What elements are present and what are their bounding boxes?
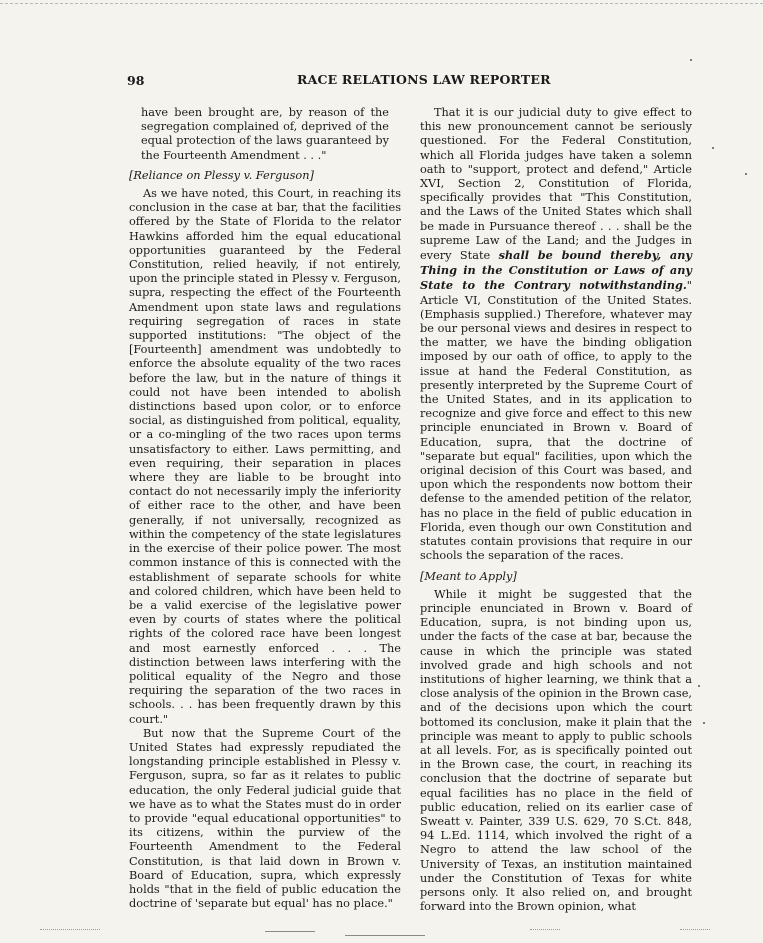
bottom-scan-marks	[40, 929, 100, 931]
running-head: RACE RELATIONS LAW REPORTER	[297, 72, 551, 87]
right-paragraph-1-continuation: " Article VI, Constitution of the United States. (Emphasis supplied.) Therefore, whatever may be our personal views and desires in respect to the matter, we have the binding obligation imposed by our oath of office, to apply to the issue at hand the Federal Constitution, as presently interpreted by the Supreme Court of the United States, and in its application to recognize and give force and effect to this new principle enunciated in Brown v. Board of Education, supra, that the doctrine of "separate but equal" facilities, upon which the original decision of this Court was based, and upon which the respondents now bottom their defense to the amended petition of the relator, has no place in the field of public education in Florida, even though our own Constitution and statutes contain provisions that require in our schools the separation of the races.	[420, 279, 692, 563]
page-number: 98	[127, 73, 145, 88]
scan-speck	[703, 722, 705, 724]
emphasized-quotation: shall be bound thereby, any Thing in the Constitution or Laws of any State to the Contrary notwithstanding.	[420, 248, 692, 293]
subhead-meant-to-apply: [Meant to Apply]	[420, 569, 517, 583]
right-paragraph-1-text: That it is our judicial duty to give effect to this new pronouncement cannot be seriously questioned. For the Federal Constitution, which all Florida judges have taken a solemn oath to "support, protect and defend," Article XVI, Section 2, Constitution of Florida, specifically provides that "This Constitution, and the Laws of the United States which shall be made in Pursuance thereof . . . shall be the supreme Law of the Land; and the Judges in every State	[420, 106, 692, 263]
bottom-scan-rule	[265, 931, 315, 932]
left-paragraph-3: But now that the Supreme Court of the United States had expressly repudiated the longstanding principle established in Plessy v. Ferguson, supra, so far as it relates to public education, the only Federal judicial guide that we have as to what the States must do in order to provide "equal educational opportunities" to its citizens, within the purview of the Fourteenth Amendment to the Federal Constitution, is that laid down in Brown v. Board of Education, supra, which expressly holds "that in the field of public education the doctrine of 'separate but equal' has no place."	[129, 726, 401, 911]
scan-speck	[712, 147, 714, 149]
scan-speck	[698, 685, 700, 687]
left-column	[129, 106, 401, 911]
scan-speck	[745, 173, 747, 175]
bottom-scan-rule	[345, 935, 425, 936]
bottom-scan-marks	[530, 929, 560, 931]
right-paragraph-1	[420, 106, 692, 564]
scan-speck	[690, 59, 692, 61]
top-edge-dash	[0, 3, 763, 5]
bottom-scan-marks	[680, 929, 710, 931]
subhead-reliance-on-plessy: [Reliance on Plessy v. Ferguson]	[129, 168, 314, 182]
right-paragraph-2: While it might be suggested that the principle enunciated in Brown v. Board of Education, supra, is not binding upon us, under the facts of the case at bar, because the cause in which the principle was stated involved grade and high schools and not institutions of higher learning, we think that a close analysis of the opinion in the Brown case, and of the decisions upon which the court bottomed its conclusion, make it plain that the principle was meant to apply to public schools at all levels. For, as is specifically pointed out in the Brown case, the court, in reaching its conclusion that the doctrine of separate but equal facilities has no place in the field of public education, relied on its earlier case of Sweatt v. Painter, 339 U.S. 629, 70 S.Ct. 848, 94 L.Ed. 1114, which involved the right of a Negro to attend the law school of the University of Texas, an institution maintained under the Constitution of Texas for white persons only. It also relied on, and brought forward into the Brown opinion, what	[420, 587, 692, 914]
left-paragraph-1: have been brought are, by reason of the segregation complained of, deprived of the equal protection of the laws guaranteed by the Fourteenth Amendment . . ."	[141, 106, 389, 162]
right-column	[420, 106, 692, 914]
left-paragraph-2: As we have noted, this Court, in reaching its conclusion in the case at bar, that the facilities offered by the State of Florida to the relator Hawkins afforded him the equal educational opportunities guaranteed by the Federal Constitution, relied heavily, if not entirely, upon the principle stated in Plessy v. Ferguson, supra, respecting the effect of the Fourteenth Amendment upon state laws and regulations requiring segregation of races in state supported institutions: "The object of the [Fourteenth] amendment was undobtedly to enforce the absolute equality of the two races before the law, but in the nature of things it could not have been intended to abolish distinctions based upon color, or to enforce social, as distinguished from political, equality, or a co-mingling of the two races upon terms unsatisfactory to either. Laws permitting, and even requiring, their separation in places where they are liable to be brought into contact do not necessarily imply the inferiority of either race to the other, and have been generally, if not universally, recognized as within the competency of the state legislatures in the exercise of their police power. The most common instance of this is connected with the establishment of separate schools for white and colored children, which have been held to be a valid exercise of the legislative power even by courts of states where the political rights of the colored race have been longest and most earnestly enforced . . . The distinction between laws interfering with the political equality of the Negro and those requiring the separation of the two races in schools. . . has been frequently drawn by this court."	[129, 187, 401, 726]
